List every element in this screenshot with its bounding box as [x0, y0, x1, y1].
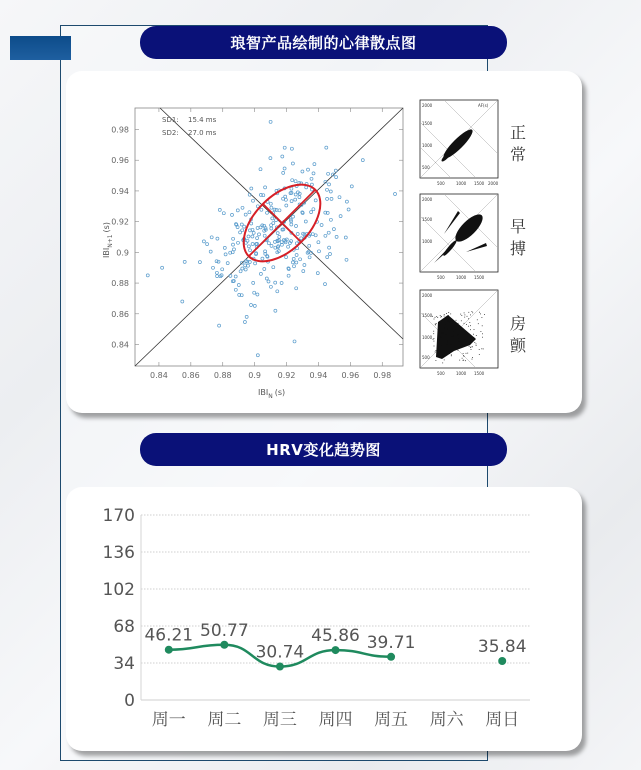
svg-text:周日: 周日	[485, 710, 520, 730]
svg-text:周五: 周五	[374, 710, 409, 730]
svg-text:2000: 2000	[422, 103, 433, 108]
svg-text:46.21: 46.21	[144, 625, 194, 646]
svg-text:0.92: 0.92	[277, 371, 296, 380]
svg-text:周四: 周四	[318, 710, 353, 730]
svg-text:周三: 周三	[262, 710, 297, 730]
svg-text:0.98: 0.98	[111, 125, 129, 135]
svg-text:170: 170	[102, 506, 135, 526]
svg-text:周六: 周六	[429, 710, 464, 730]
svg-text:500: 500	[437, 275, 445, 280]
svg-text:AF(s): AF(s)	[478, 103, 489, 108]
sd1-label: SD1:	[162, 116, 179, 124]
svg-text:0.88: 0.88	[111, 279, 129, 289]
svg-text:1000: 1000	[422, 239, 433, 244]
svg-text:1500: 1500	[474, 371, 485, 376]
svg-text:0.9: 0.9	[248, 371, 262, 380]
x-axis-label: $IBI_N$ (s)	[258, 388, 286, 400]
svg-text:0.88: 0.88	[213, 371, 232, 380]
svg-text:500: 500	[422, 355, 430, 360]
svg-text:1500: 1500	[422, 217, 433, 222]
svg-text:45.86: 45.86	[311, 626, 360, 647]
svg-text:30.74: 30.74	[255, 642, 305, 663]
svg-text:周一: 周一	[151, 710, 186, 730]
svg-text:136: 136	[102, 543, 135, 563]
label-premature: 早 搏	[509, 217, 526, 258]
thumbnail-premature	[414, 191, 502, 281]
svg-text:68: 68	[113, 617, 135, 637]
svg-text:102: 102	[102, 580, 135, 600]
svg-text:0.98: 0.98	[373, 371, 392, 380]
corner-tab-decoration	[10, 36, 71, 60]
svg-text:34: 34	[113, 654, 135, 674]
svg-text:2000: 2000	[422, 197, 433, 202]
svg-text:39.71: 39.71	[366, 632, 416, 653]
svg-text:1500: 1500	[422, 121, 433, 126]
y-axis-label: $IBI_{N+1}(s)$	[102, 222, 114, 258]
svg-text:35.84: 35.84	[477, 636, 527, 657]
svg-text:0.96: 0.96	[341, 371, 360, 380]
svg-text:1500: 1500	[422, 313, 433, 318]
svg-text:1500: 1500	[474, 275, 485, 280]
svg-text:500: 500	[437, 181, 445, 186]
trend-y-axis	[103, 506, 135, 711]
svg-text:1500: 1500	[474, 181, 485, 186]
svg-text:0.92: 0.92	[111, 217, 129, 227]
trend-section-title: HRV变化趋势图	[140, 433, 507, 466]
svg-text:0.86: 0.86	[181, 371, 200, 380]
svg-text:0.84: 0.84	[150, 371, 168, 380]
sd2-label: SD2:	[162, 129, 179, 137]
sd2-value: 27.0 ms	[188, 129, 217, 137]
svg-text:1000: 1000	[422, 335, 433, 340]
trend-grid	[141, 515, 530, 700]
trend-value-labels	[144, 621, 526, 663]
svg-text:0.94: 0.94	[309, 371, 328, 380]
thumbnail-normal	[414, 97, 502, 187]
thumbnail-af	[414, 287, 502, 379]
svg-text:0.84: 0.84	[111, 340, 129, 350]
label-af: 房 颤	[509, 314, 526, 355]
trend-x-axis	[152, 710, 519, 730]
poincare-plot	[100, 98, 410, 410]
svg-text:0.9: 0.9	[116, 248, 129, 258]
svg-text:周二: 周二	[207, 710, 242, 730]
svg-text:1000: 1000	[422, 143, 433, 148]
scatter-section-title: 琅智产品绘制的心律散点图	[140, 26, 507, 59]
label-normal: 正 常	[509, 123, 526, 164]
sd1-value: 15.4 ms	[188, 116, 217, 124]
svg-text:500: 500	[422, 165, 430, 170]
svg-text:1000: 1000	[456, 181, 467, 186]
svg-text:0.96: 0.96	[111, 156, 129, 166]
svg-text:500: 500	[437, 371, 445, 376]
svg-text:50.77: 50.77	[200, 620, 249, 641]
svg-text:1000: 1000	[456, 371, 467, 376]
svg-text:0.86: 0.86	[111, 309, 129, 319]
svg-text:1000: 1000	[456, 275, 467, 280]
svg-text:0: 0	[124, 691, 135, 711]
hrv-trend-chart	[88, 497, 548, 737]
svg-text:2000: 2000	[422, 293, 433, 298]
svg-text:2000: 2000	[488, 181, 499, 186]
svg-text:0.94: 0.94	[111, 186, 129, 196]
